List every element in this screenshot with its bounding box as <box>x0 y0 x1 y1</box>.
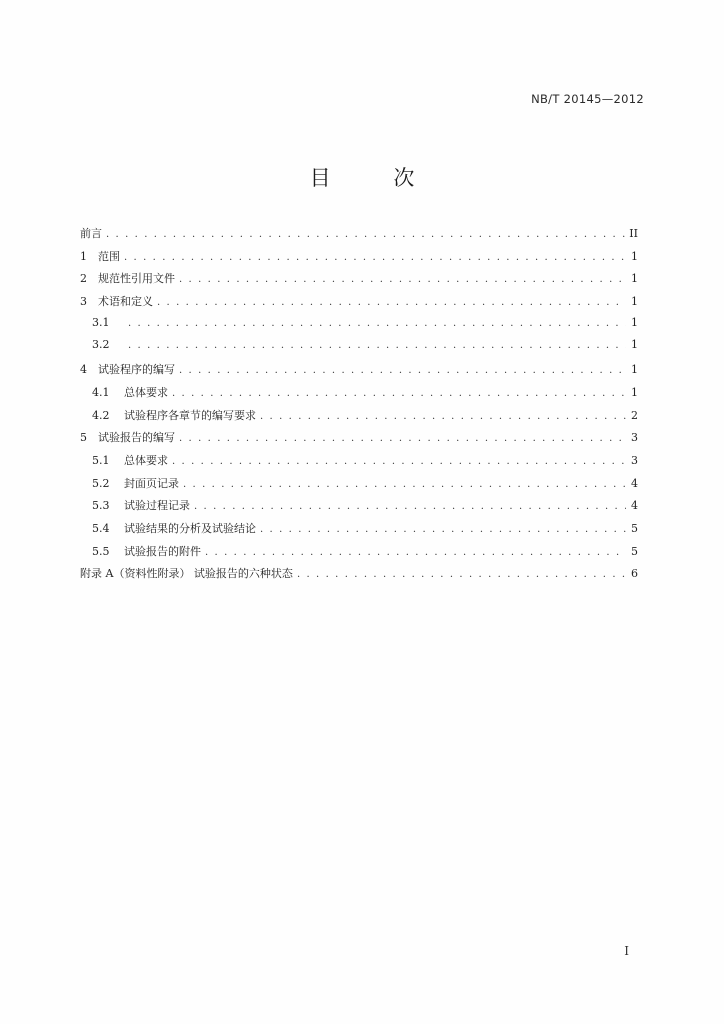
toc-entry[interactable] <box>80 361 638 384</box>
toc-entry[interactable] <box>80 270 638 293</box>
page-title: 目 次 <box>309 166 443 190</box>
page-number: I <box>624 944 629 958</box>
dot-leader <box>260 524 626 535</box>
toc-entry-page: II <box>629 227 638 240</box>
toc-entry-label: 附录 A（资料性附录） 试验报告的六种状态 <box>80 567 293 581</box>
dot-leader <box>179 274 626 285</box>
dot-leader <box>179 433 626 444</box>
toc-entry[interactable] <box>80 429 638 452</box>
toc-entry[interactable] <box>80 452 638 475</box>
toc-entry-label: 试验报告的附件 <box>124 544 201 558</box>
dot-leader <box>172 388 626 399</box>
toc-entry-label: 术语和定义 <box>98 295 153 309</box>
toc-entry-label: 总体要求 <box>124 385 168 399</box>
toc-entry-page: 5 <box>631 521 638 535</box>
toc-entry-page: 1 <box>631 315 638 329</box>
toc-entry-label: 试验程序各章节的编写要求 <box>124 408 256 422</box>
toc-entry-label: 范围 <box>98 249 120 263</box>
toc-entry-page: 1 <box>631 295 638 309</box>
toc-entry-number: 4.1 <box>92 385 110 399</box>
toc-entry-number: 5 <box>80 431 87 445</box>
standard-code: NB/T 20145—2012 <box>531 92 644 106</box>
dot-leader <box>297 569 626 580</box>
toc-entry-number: 3 <box>80 295 87 309</box>
toc-entry[interactable] <box>80 293 638 316</box>
dot-leader <box>172 456 626 467</box>
toc-entry-page: 3 <box>631 431 638 445</box>
toc-entry-label: 封面页记录 <box>124 476 179 490</box>
toc-entry-page: 3 <box>631 453 638 467</box>
toc-entry-label: 总体要求 <box>124 453 168 467</box>
toc-entry[interactable] <box>80 248 638 271</box>
toc-entry-page: 4 <box>631 476 638 490</box>
toc-entry-page: 1 <box>631 272 638 286</box>
toc-entry[interactable] <box>80 316 638 339</box>
toc-entry-number: 3.1 <box>92 315 110 329</box>
toc-entry[interactable] <box>80 543 638 566</box>
dot-leader <box>179 365 626 376</box>
toc-entry-number: 3.2 <box>92 338 110 352</box>
toc-entry-page: 1 <box>631 249 638 263</box>
dot-leader <box>205 547 626 558</box>
toc-entry[interactable] <box>80 497 638 520</box>
toc-entry-label: 试验程序的编写 <box>98 363 175 377</box>
toc-entry[interactable] <box>80 338 638 361</box>
toc-entry-number: 4.2 <box>92 408 110 422</box>
toc-entry[interactable] <box>80 384 638 407</box>
toc-entry[interactable] <box>80 565 638 588</box>
toc-entry[interactable] <box>80 520 638 543</box>
toc-entry-page: 6 <box>631 567 638 581</box>
toc-entry-page: 1 <box>631 338 638 352</box>
toc-entry-number: 5.4 <box>92 521 110 535</box>
dot-leader <box>106 229 625 240</box>
toc-entry-label: 试验过程记录 <box>124 499 190 513</box>
toc-entry-label: 试验报告的编写 <box>98 431 175 445</box>
dot-leader <box>124 252 626 263</box>
toc-entry-label: 试验结果的分析及试验结论 <box>124 521 256 535</box>
toc-entry[interactable] <box>80 225 638 248</box>
toc-entry-label: 规范性引用文件 <box>98 272 175 286</box>
toc-entry-page: 1 <box>631 363 638 377</box>
toc-entry-number: 5.1 <box>92 453 110 467</box>
dot-leader <box>183 479 626 490</box>
toc-entry-number: 1 <box>80 249 87 263</box>
toc-entry-number: 4 <box>80 363 87 377</box>
toc-entry-label: 前言 <box>80 227 102 240</box>
toc-entry-number: 5.5 <box>92 544 110 558</box>
toc-entry[interactable] <box>80 475 638 498</box>
dot-leader <box>128 340 626 351</box>
dot-leader <box>128 318 626 329</box>
dot-leader <box>194 501 626 512</box>
toc-entry-page: 1 <box>631 385 638 399</box>
toc-entry-page: 5 <box>631 544 638 558</box>
dot-leader <box>157 297 626 308</box>
toc-entry-page: 4 <box>631 499 638 513</box>
dot-leader <box>260 411 626 422</box>
toc-entry-number: 5.3 <box>92 499 110 513</box>
toc-entry-number: 5.2 <box>92 476 110 490</box>
toc-entry-page: 2 <box>631 408 638 422</box>
toc-entry[interactable] <box>80 407 638 430</box>
table-of-contents <box>80 225 638 588</box>
toc-entry-number: 2 <box>80 272 87 286</box>
